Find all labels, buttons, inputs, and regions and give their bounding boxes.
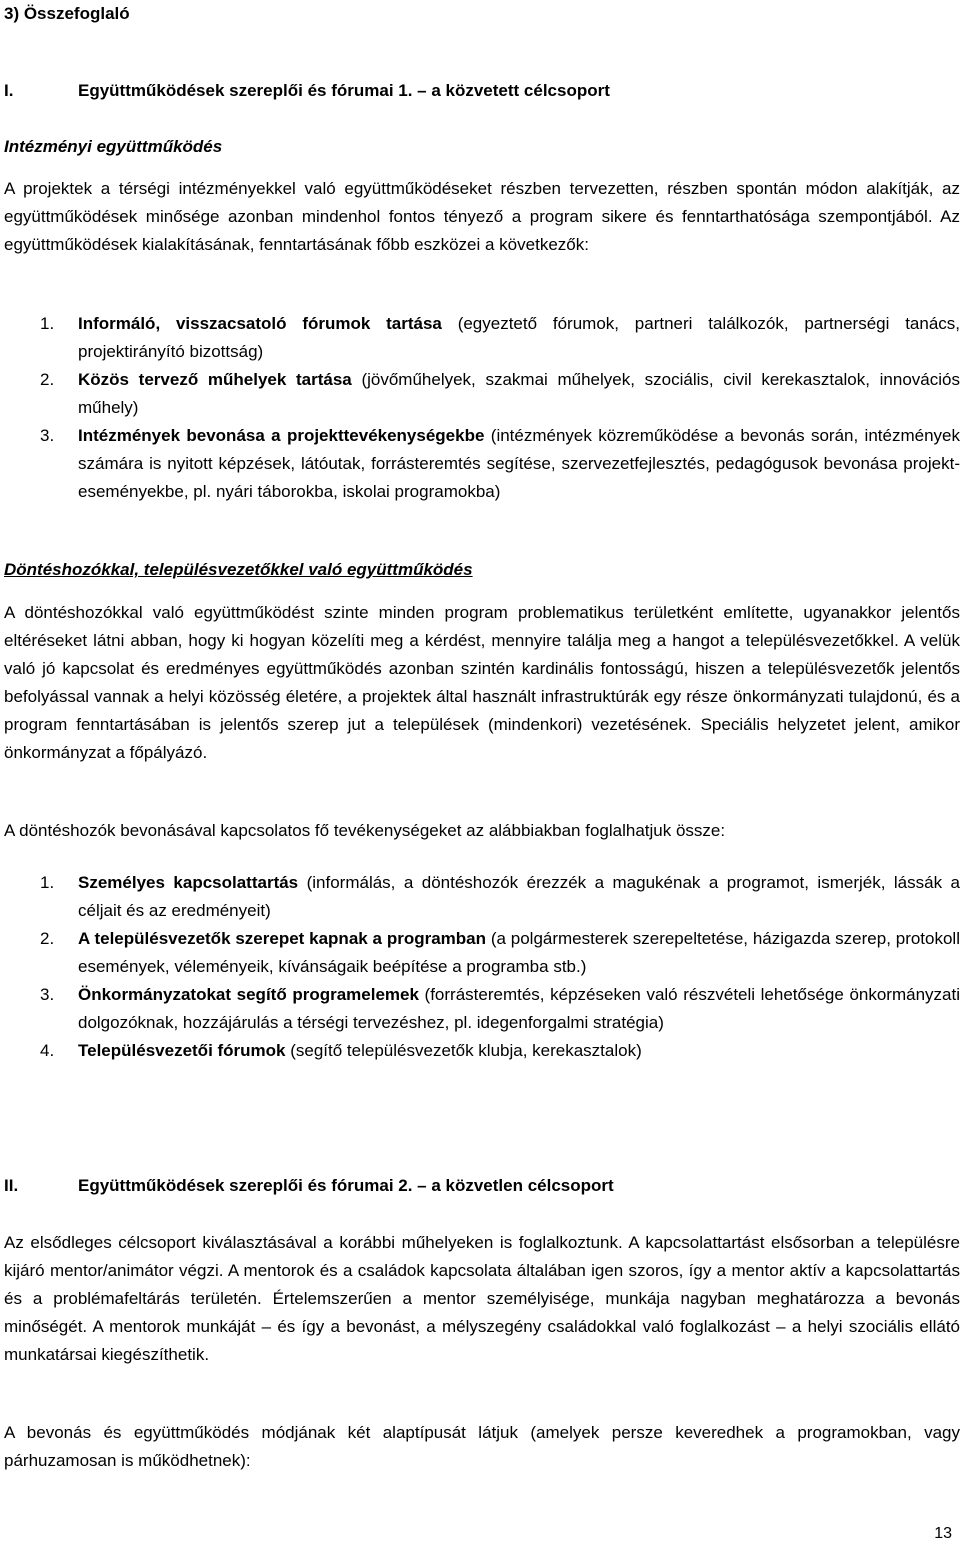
part1-paragraph3: A döntéshozók bevonásával kapcsolatos fő tevékenységeket az alábbiakban foglalhatjuk össze: [4, 821, 726, 840]
list-item [40, 869, 960, 925]
part2-heading [4, 1172, 960, 1200]
list-item-bold: A településvezetők szerepet kapnak a programban [78, 929, 486, 948]
part2-roman: II. [4, 1176, 19, 1195]
part1-heading-text: Együttműködések szereplői és fórumai 1. – a közvetett célcsoport [78, 81, 610, 100]
list-item-bold: Személyes kapcsolattartás [78, 873, 299, 892]
list-item-number: 1. [40, 873, 55, 892]
part1-heading [4, 77, 960, 105]
list-item-number: 3. [40, 985, 55, 1004]
list-item-number: 2. [40, 370, 55, 389]
list-item-rest: (informálás, a döntéshozók érezzék a magukénak a programot, ismerjék, lássák a céljait és az eredményeit) [78, 873, 960, 920]
list-item-text [78, 422, 960, 506]
list-item [40, 1037, 960, 1065]
list-item [40, 422, 960, 506]
list-item-rest: (jövőműhelyek, szakmai műhelyek, szociális, civil kerekasztalok, innovációs műhely) [78, 370, 960, 417]
part1-subheading: Intézményi együttműködés [4, 137, 223, 156]
list-item-number: 2. [40, 929, 55, 948]
part2-heading-text: Együttműködések szereplői és fórumai 2. – a közvetlen célcsoport [78, 1176, 614, 1195]
list-item [40, 366, 960, 422]
list-item-bold: Településvezetői fórumok [78, 1041, 286, 1060]
list-item-rest: (forrásteremtés, képzéseken való részvételi lehetősége önkormányzati dolgozóknak, hozzájárulás a térségi tervezéshez, pl. idegenforgalmi stratégia) [78, 985, 960, 1032]
list-item-text [78, 869, 960, 925]
list-item-number: 4. [40, 1041, 55, 1060]
part1-roman: I. [4, 81, 14, 100]
list-item-bold: Intézmények bevonása a projekttevékenységekbe [78, 426, 485, 445]
part2-paragraph1: Az elsődleges célcsoport kiválasztásával a korábbi műhelyeken is foglalkoztunk. A kapcsolattartást elsősorban a településre kijáró mentor/animátor végzi. A mentorok és a családok kapcsolata általában igen szoros, így a mentor aktív a kapcsolattartás és a problémafeltárás területén. Értelemszerűen a mentor személyisége, munkája nagyban meghatározza a bevonás minőségét. A mentorok munkáját – és így a bevonást, a mélyszegény családokkal való foglalkozást – a helyi szociális ellátó munkatársai kiegészíthetik. [4, 1233, 960, 1364]
list-item-rest: (intézmények közreműködése a bevonás során, intézmények számára is nyitott képzések, látóutak, forrásteremtés segítése, szervezetfejlesztés, pedagógusok bevonása projekt-eseményekbe, pl. nyári táborokba, iskolai programokba) [78, 426, 960, 501]
list-item-bold: Közös tervező műhelyek tartása [78, 370, 352, 389]
list-item-text [78, 981, 960, 1037]
list-item [40, 925, 960, 981]
part1-list [4, 310, 960, 506]
list-item-rest: (a polgármesterek szerepeltetése, házigazda szerep, protokoll események, véleményeik, kívánságaik beépítése a programba stb.) [78, 929, 960, 976]
part1-subheading2: Döntéshozókkal, településvezetőkkel való együttműködés [4, 560, 473, 579]
list-item-bold: Önkormányzatokat segítő programelemek [78, 985, 419, 1004]
part1-paragraph2: A döntéshozókkal való együttműködést szinte minden program problematikus területként említette, ugyanakkor jelentős eltéréseket látni abban, hogy ki hogyan közelíti meg a kérdést, mennyire találja meg a hangot a településvezetőkkel. A velük való jó kapcsolat és eredményes együttműködés azonban szintén kardinális fontosságú, hiszen a településvezetők jelentős befolyással vannak a helyi közösség életére, a projektek által használt infrastruktúrák egy része önkormányzati tulajdonú, és a program fenntartásában is jelentős szerep jut a települések (mindenkori) vezetésének. Speciális helyzetet jelent, amikor önkormányzat a főpályázó. [4, 603, 960, 762]
list-item-bold: Informáló, visszacsatoló fórumok tartása [78, 314, 442, 333]
list-item-text [78, 366, 960, 422]
part2-paragraph2: A bevonás és együttműködés módjának két alaptípusát látjuk (amelyek persze keveredhek a programokban, vagy párhuzamosan is működhetnek): [4, 1423, 960, 1470]
list-item [40, 310, 960, 366]
part1-intro-paragraph: A projektek a térségi intézményekkel való együttműködéseket részben tervezetten, részben spontán módon alakítják, az együttműködések minősége azonban mindenhol fontos tényező a program sikere és fenntarthatósága szempontjából. Az együttműködések kialakításának, fenntartásának főbb eszközei a következők: [4, 179, 960, 254]
list-item-text [78, 310, 960, 366]
part1-list2 [4, 869, 960, 1065]
page-number: 13 [934, 1525, 952, 1542]
list-item [40, 981, 960, 1037]
section-title: 3) Összefoglaló [4, 4, 130, 23]
list-item-text [78, 1037, 960, 1065]
list-item-number: 3. [40, 426, 55, 445]
list-item-rest: (egyeztető fórumok, partneri találkozók, partnerségi tanács, projektirányító bizottság) [78, 314, 960, 361]
list-item-number: 1. [40, 314, 55, 333]
list-item-text [78, 925, 960, 981]
list-item-rest: (segítő településvezetők klubja, kerekasztalok) [285, 1041, 642, 1060]
